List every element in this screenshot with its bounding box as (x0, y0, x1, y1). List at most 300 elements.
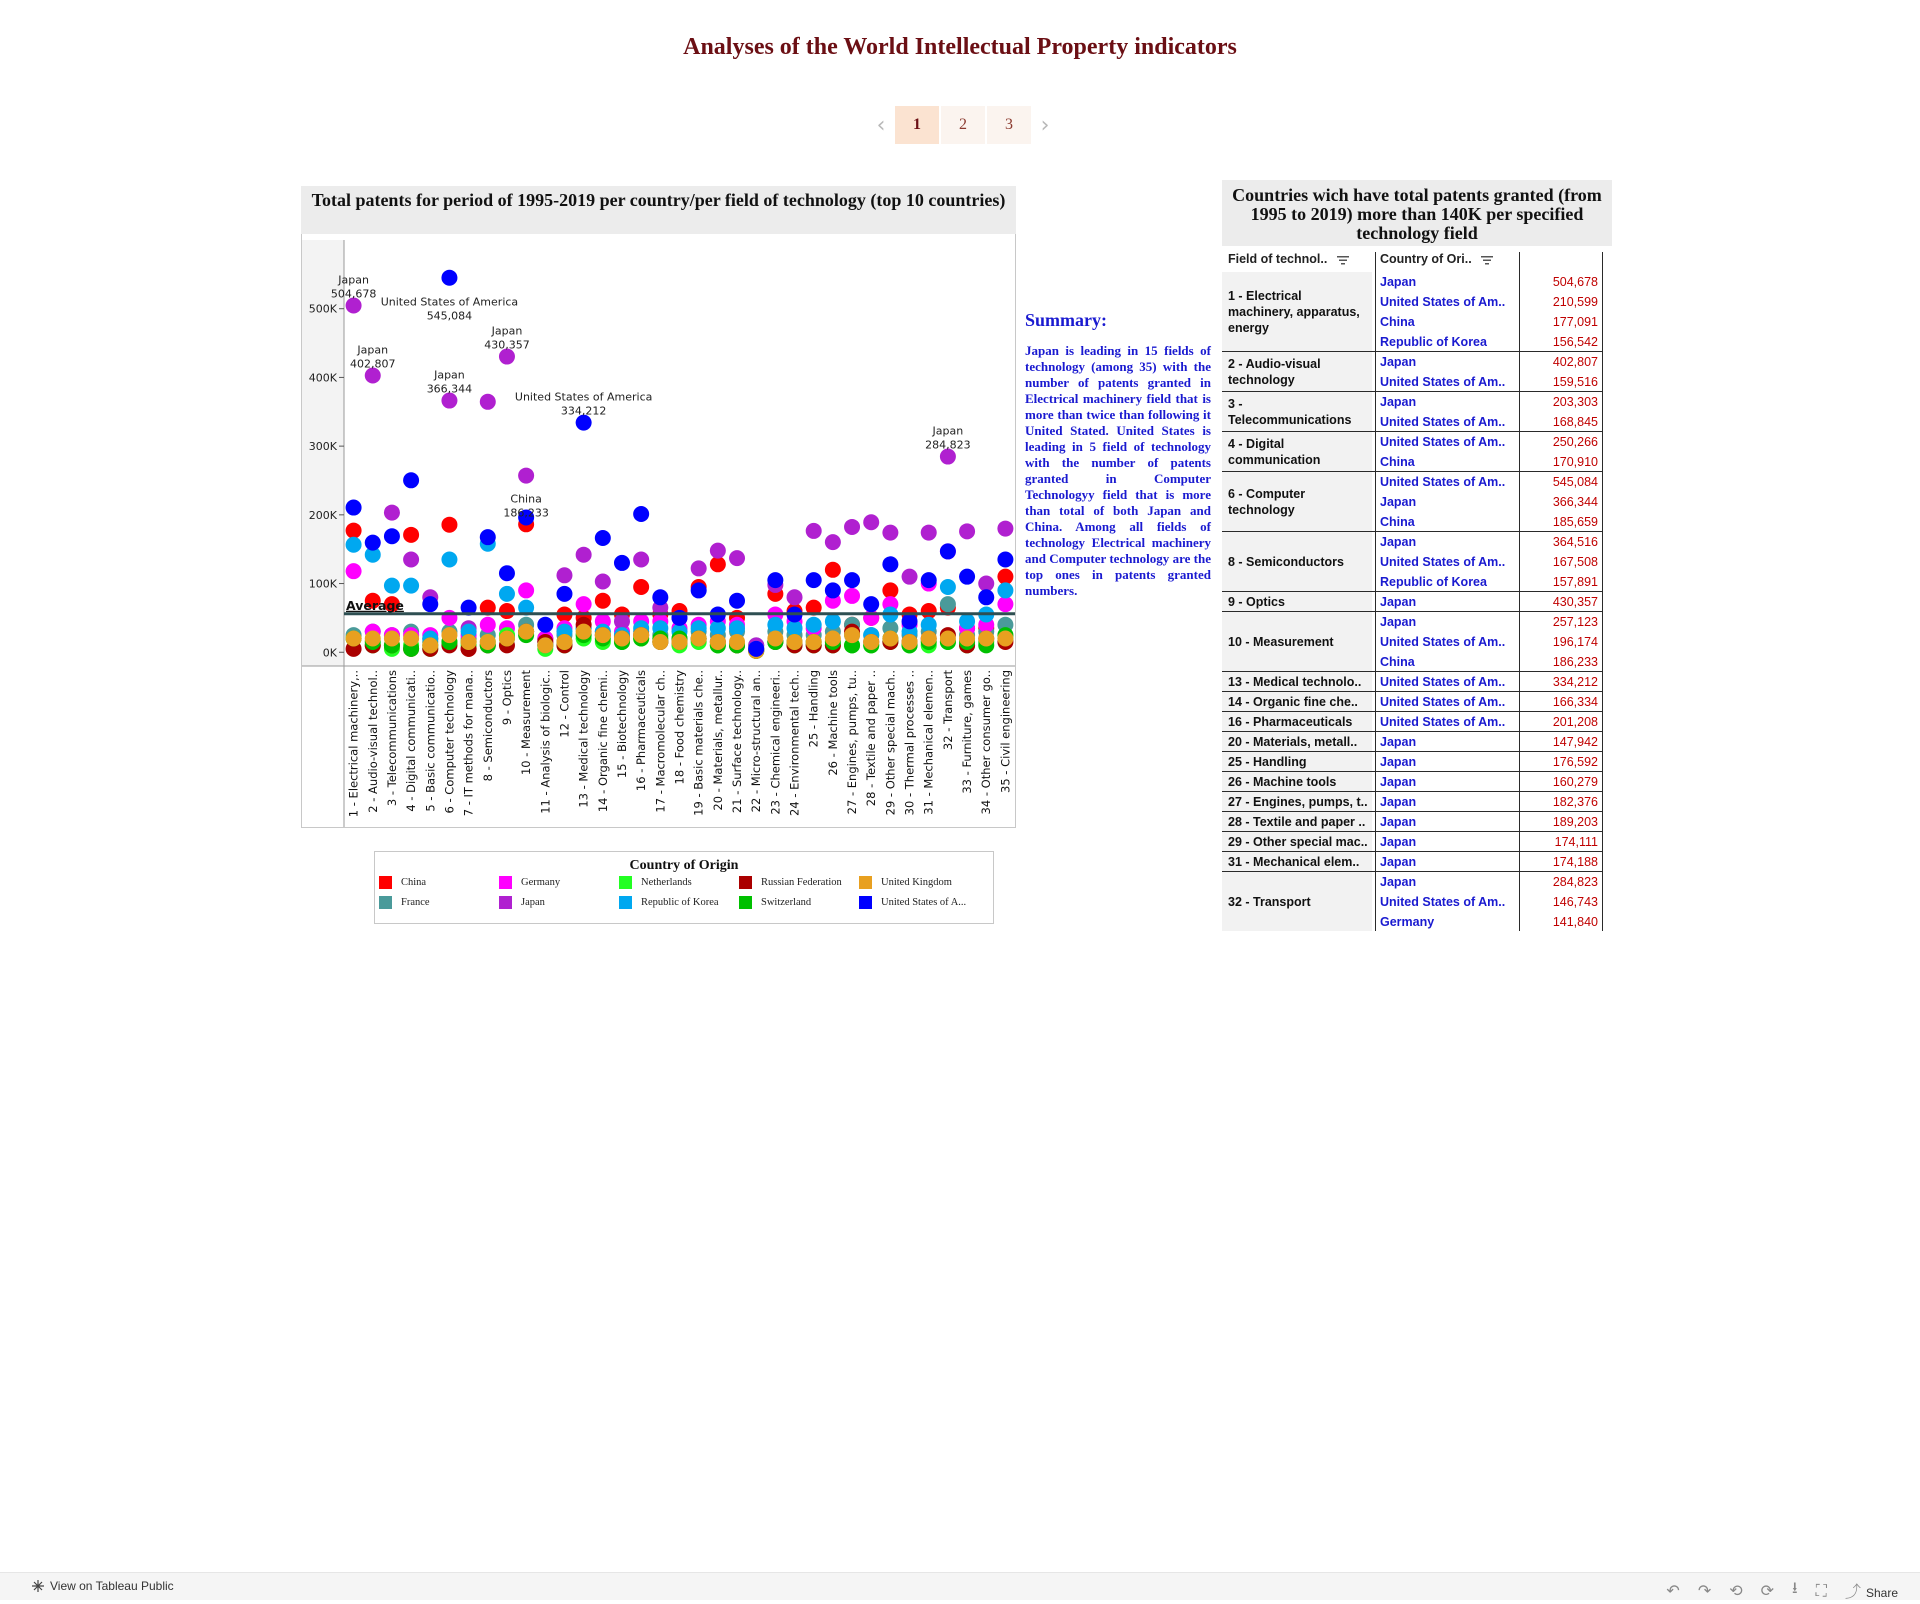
data-point[interactable] (997, 596, 1013, 612)
country-cell[interactable]: Japan (1380, 815, 1417, 829)
field-of-technology-cell[interactable]: 32 - Transport (1228, 895, 1311, 909)
field-of-technology-cell[interactable]: 20 - Materials, metall.. (1228, 735, 1358, 749)
patents-value-cell[interactable]: 334,212 (1552, 675, 1598, 689)
patents-value-cell[interactable]: 182,376 (1552, 795, 1598, 809)
data-point[interactable] (346, 537, 362, 553)
data-point[interactable] (576, 624, 592, 640)
data-point[interactable] (844, 588, 860, 604)
patents-value-cell[interactable]: 147,942 (1552, 735, 1598, 749)
annotation-country: United States of America (380, 295, 519, 309)
table-group (1222, 532, 1602, 592)
data-point[interactable] (614, 613, 630, 629)
data-point[interactable] (499, 631, 515, 647)
data-point[interactable] (959, 523, 975, 539)
country-cell[interactable]: Japan (1380, 855, 1417, 869)
data-point[interactable] (346, 631, 362, 647)
data-point[interactable] (921, 572, 937, 588)
data-point[interactable] (633, 506, 649, 522)
country-cell[interactable]: Republic of Korea (1380, 335, 1487, 349)
data-point[interactable] (997, 582, 1013, 598)
patents-value-cell[interactable]: 257,123 (1552, 615, 1598, 629)
data-point[interactable] (384, 528, 400, 544)
patents-value-cell[interactable]: 196,174 (1552, 635, 1598, 649)
field-of-technology-cell[interactable]: 29 - Other special mac.. (1228, 835, 1368, 849)
field-of-technology-cell[interactable]: 25 - Handling (1228, 755, 1307, 769)
data-point[interactable] (959, 569, 975, 585)
legend-label: Netherlands (641, 876, 692, 888)
data-point[interactable] (480, 617, 496, 633)
data-point[interactable] (518, 468, 534, 484)
data-point[interactable] (595, 627, 611, 643)
patents-value-cell[interactable]: 176,592 (1552, 755, 1598, 769)
country-cell[interactable]: United States of Am.. (1380, 715, 1506, 729)
data-point[interactable] (403, 578, 419, 594)
patents-value-cell[interactable]: 186,233 (1552, 655, 1598, 669)
data-point[interactable] (710, 556, 726, 572)
country-cell[interactable]: China (1380, 515, 1415, 529)
data-point[interactable] (997, 552, 1013, 568)
revert-icon[interactable]: ⟲ (1729, 1581, 1743, 1600)
country-cell[interactable]: Japan (1380, 535, 1417, 549)
x-tick-label: 18 - Food chemistry (672, 670, 687, 785)
chevron-left-icon[interactable]: ‹ (876, 112, 886, 138)
field-of-technology-cell[interactable]: 26 - Machine tools (1228, 775, 1337, 789)
country-cell[interactable]: Japan (1380, 355, 1417, 369)
country-cell[interactable]: Germany (1380, 915, 1435, 929)
data-point[interactable] (595, 573, 611, 589)
data-point[interactable] (729, 593, 745, 609)
field-of-technology-cell[interactable]: 9 - Optics (1228, 595, 1285, 609)
legend-item[interactable] (499, 894, 619, 910)
patents-value-cell[interactable]: 402,807 (1552, 355, 1598, 369)
data-point[interactable] (825, 582, 841, 598)
data-point[interactable] (346, 500, 362, 516)
data-point[interactable] (940, 631, 956, 647)
country-cell[interactable]: Japan (1380, 755, 1417, 769)
data-point[interactable] (633, 552, 649, 568)
data-point[interactable] (422, 637, 438, 653)
country-cell[interactable]: United States of Am.. (1380, 375, 1506, 389)
patents-value-cell[interactable]: 545,084 (1552, 475, 1598, 489)
field-of-technology-cell[interactable]: 14 - Organic fine che.. (1228, 695, 1358, 709)
legend-swatch (619, 896, 632, 909)
data-point[interactable] (403, 527, 419, 543)
legend-swatch (739, 896, 752, 909)
x-tick-label: 19 - Basic materials che.. (691, 670, 706, 816)
legend-swatch (499, 876, 512, 889)
y-tick-label: 100K (308, 577, 337, 591)
sort-descending-icon[interactable] (1337, 255, 1349, 265)
country-cell[interactable]: United States of Am.. (1380, 435, 1506, 449)
country-cell[interactable]: United States of Am.. (1380, 555, 1506, 569)
data-point[interactable] (978, 576, 994, 592)
data-point[interactable] (710, 620, 726, 636)
data-point[interactable] (403, 631, 419, 647)
country-cell[interactable]: United States of Am.. (1380, 475, 1506, 489)
data-point[interactable] (767, 572, 783, 588)
data-point[interactable] (902, 569, 918, 585)
x-tick-label: 12 - Control (557, 670, 572, 738)
x-tick-label: 24 - Environmental tech.. (787, 670, 802, 816)
data-point[interactable] (499, 586, 515, 602)
x-tick-label: 31 - Mechanical elemen.. (921, 670, 936, 815)
x-tick-label: 7 - IT methods for mana.. (461, 670, 476, 817)
table-group (1222, 752, 1602, 772)
field-of-technology-cell[interactable]: 28 - Textile and paper .. (1228, 815, 1366, 829)
data-point[interactable] (384, 578, 400, 594)
legend-swatch (379, 876, 392, 889)
data-point[interactable] (882, 631, 898, 647)
undo-icon[interactable]: ↶ (1666, 1581, 1680, 1600)
data-point[interactable] (767, 617, 783, 633)
tableau-footer (0, 1572, 1920, 1600)
country-cell[interactable]: Japan (1380, 615, 1417, 629)
data-point[interactable] (806, 572, 822, 588)
patents-value-cell[interactable]: 504,678 (1552, 275, 1598, 289)
patents-value-cell[interactable]: 156,542 (1552, 335, 1598, 349)
data-point[interactable] (480, 529, 496, 545)
data-point[interactable] (672, 634, 688, 650)
x-tick-label: 6 - Computer technology (442, 670, 457, 814)
data-point[interactable] (365, 535, 381, 551)
field-of-technology-cell[interactable]: 6 - Computer technology (1228, 487, 1306, 517)
data-point[interactable] (806, 634, 822, 650)
legend-item[interactable] (739, 894, 859, 910)
x-tick-label: 9 - Optics (499, 670, 514, 726)
field-of-technology-cell[interactable]: 10 - Measurement (1228, 635, 1334, 649)
field-of-technology-cell[interactable]: 3 - Telecommunications (1228, 397, 1352, 427)
data-point[interactable] (614, 555, 630, 571)
data-point[interactable] (748, 641, 764, 657)
legend-item[interactable] (859, 894, 979, 910)
data-point[interactable] (556, 586, 572, 602)
data-point[interactable] (346, 563, 362, 579)
download-icon[interactable]: ⭳ (1792, 1578, 1798, 1597)
x-tick-label: 34 - Other consumer go.. (979, 670, 994, 815)
data-point[interactable] (441, 552, 457, 568)
x-tick-label: 30 - Thermal processes .. (902, 670, 917, 816)
patents-value-cell[interactable]: 284,823 (1552, 875, 1598, 889)
data-point[interactable] (844, 627, 860, 643)
data-point[interactable] (997, 521, 1013, 537)
data-point[interactable] (499, 603, 515, 619)
x-tick-label: 22 - Micro-structural an.. (749, 670, 764, 813)
annotation-value: 366,344 (426, 382, 473, 396)
legend-swatch (859, 896, 872, 909)
data-point[interactable] (633, 579, 649, 595)
data-point[interactable] (441, 627, 457, 643)
legend-items (379, 874, 991, 910)
data-point[interactable] (806, 617, 822, 633)
data-point[interactable] (403, 552, 419, 568)
page-button-3[interactable]: 3 (987, 106, 1031, 144)
redo-icon[interactable]: ↷ (1697, 1581, 1712, 1600)
field-of-technology-cell[interactable]: 27 - Engines, pumps, t.. (1228, 795, 1368, 809)
country-cell[interactable]: China (1380, 315, 1415, 329)
data-point[interactable] (441, 270, 457, 286)
data-point[interactable] (346, 523, 362, 539)
x-tick-label: 33 - Furniture, games (960, 670, 975, 794)
share-button[interactable] (1845, 1579, 1898, 1602)
page-button-1[interactable]: 1 (895, 106, 939, 144)
x-tick-label: 11 - Analysis of biologic.. (538, 670, 553, 814)
y-tick-label: 400K (308, 371, 337, 385)
patents-value-cell[interactable]: 159,516 (1552, 375, 1598, 389)
data-point[interactable] (863, 634, 879, 650)
x-tick-label: 28 - Textile and paper .. (864, 670, 879, 807)
legend-swatch (859, 876, 872, 889)
data-point[interactable] (997, 631, 1013, 647)
summary-heading: Summary: (1025, 310, 1107, 330)
table-group (1222, 472, 1602, 532)
data-point[interactable] (825, 562, 841, 578)
country-cell[interactable]: Japan (1380, 875, 1417, 889)
data-point[interactable] (787, 589, 803, 605)
legend-item[interactable] (739, 874, 859, 890)
patents-value-cell[interactable]: 168,845 (1552, 415, 1598, 429)
patents-value-cell[interactable]: 364,516 (1552, 535, 1598, 549)
legend-swatch (619, 876, 632, 889)
data-point[interactable] (787, 634, 803, 650)
data-point[interactable] (518, 624, 534, 640)
country-cell[interactable]: China (1380, 655, 1415, 669)
chart-svg[interactable] (302, 234, 1015, 827)
data-point[interactable] (844, 572, 860, 588)
country-cell[interactable]: Japan (1380, 835, 1417, 849)
field-of-technology-cell[interactable]: 1 - Electrical machinery, apparatus, energy (1228, 289, 1360, 335)
data-point[interactable] (652, 634, 668, 650)
patents-value-cell[interactable]: 366,344 (1552, 495, 1598, 509)
data-point[interactable] (882, 525, 898, 541)
legend-item[interactable] (859, 874, 979, 890)
data-point[interactable] (384, 505, 400, 521)
legend-item[interactable] (379, 874, 499, 890)
table-group (1222, 872, 1602, 931)
data-point[interactable] (902, 634, 918, 650)
data-point[interactable] (940, 596, 956, 612)
data-point[interactable] (518, 582, 534, 598)
country-cell[interactable]: United States of Am.. (1380, 635, 1506, 649)
x-tick-label: 5 - Basic communicatio.. (423, 670, 438, 812)
view-on-tableau-link[interactable] (32, 1579, 174, 1593)
annotation-country: Japan (357, 343, 389, 357)
data-point[interactable] (978, 589, 994, 605)
data-point[interactable] (441, 517, 457, 533)
data-point[interactable] (959, 613, 975, 629)
country-cell[interactable]: Japan (1380, 275, 1417, 289)
data-point[interactable] (921, 631, 937, 647)
page-button-2[interactable]: 2 (941, 106, 985, 144)
patents-value-cell[interactable]: 160,279 (1552, 775, 1598, 789)
patents-value-cell[interactable]: 174,188 (1552, 855, 1598, 869)
data-point[interactable] (576, 596, 592, 612)
data-point[interactable] (787, 620, 803, 636)
data-point[interactable] (882, 556, 898, 572)
data-point[interactable] (499, 565, 515, 581)
table-group (1222, 692, 1602, 712)
table-title: Countries wich have total patents granted (from 1995 to 2019) more than 140K per specified technology field (1222, 180, 1612, 246)
data-point[interactable] (921, 603, 937, 619)
field-of-technology-cell[interactable]: 8 - Semiconductors (1228, 555, 1344, 569)
column-divider (1602, 252, 1603, 931)
data-point[interactable] (422, 596, 438, 612)
country-cell[interactable]: United States of Am.. (1380, 675, 1506, 689)
field-of-technology-cell[interactable]: 4 - Digital communication (1228, 437, 1321, 467)
patents-value-cell[interactable]: 430,357 (1552, 595, 1598, 609)
data-point[interactable] (997, 569, 1013, 585)
data-point[interactable] (710, 634, 726, 650)
patents-value-cell[interactable]: 177,091 (1552, 315, 1598, 329)
column-header-country[interactable] (1380, 252, 1530, 272)
table-group (1222, 812, 1602, 832)
table-group (1222, 712, 1602, 732)
legend-item[interactable] (619, 894, 739, 910)
data-point[interactable] (691, 560, 707, 576)
data-point[interactable] (844, 519, 860, 535)
patents-value-cell[interactable]: 166,334 (1552, 695, 1598, 709)
country-cell[interactable]: Japan (1380, 775, 1417, 789)
field-of-technology-cell[interactable]: 13 - Medical technolo.. (1228, 675, 1362, 689)
data-point[interactable] (882, 582, 898, 598)
fullscreen-icon[interactable]: ⛶ (1815, 1580, 1827, 1600)
country-cell[interactable]: United States of Am.. (1380, 415, 1506, 429)
data-point[interactable] (556, 634, 572, 650)
field-of-technology-cell[interactable]: 16 - Pharmaceuticals (1228, 715, 1353, 729)
legend-label: Japan (521, 896, 545, 908)
legend-swatch (739, 876, 752, 889)
annotation-value: 430,357 (484, 338, 530, 352)
legend-label: Switzerland (761, 896, 812, 908)
data-point[interactable] (940, 579, 956, 595)
patents-value-cell[interactable]: 189,203 (1552, 815, 1598, 829)
data-point[interactable] (480, 634, 496, 650)
data-point[interactable] (537, 637, 553, 653)
data-point[interactable] (403, 472, 419, 488)
patents-value-cell[interactable]: 167,508 (1552, 555, 1598, 569)
tableau-logo-icon (32, 1580, 44, 1592)
x-tick-label: 21 - Surface technology.. (730, 670, 745, 814)
annotation-value: 504,678 (330, 287, 377, 301)
country-cell[interactable]: Japan (1380, 395, 1417, 409)
data-point[interactable] (863, 596, 879, 612)
x-tick-label: 16 - Pharmaceuticals (634, 670, 649, 792)
field-of-technology-cell[interactable]: 31 - Mechanical elem.. (1228, 855, 1360, 869)
refresh-icon[interactable]: ⟳ (1760, 1581, 1775, 1600)
data-point[interactable] (729, 634, 745, 650)
annotation-country: Japan (338, 273, 369, 287)
x-tick-label: 29 - Other special mach.. (883, 670, 898, 816)
data-point[interactable] (767, 631, 783, 647)
country-cell[interactable]: China (1380, 455, 1415, 469)
country-cell[interactable]: Japan (1380, 495, 1417, 509)
patents-value-cell[interactable]: 203,303 (1552, 395, 1598, 409)
sort-descending-icon[interactable] (1481, 255, 1493, 265)
data-point[interactable] (959, 631, 975, 647)
data-point[interactable] (480, 394, 496, 410)
country-cell[interactable]: Japan (1380, 735, 1417, 749)
patents-value-cell[interactable]: 141,840 (1552, 915, 1598, 929)
country-cell[interactable]: Japan (1380, 595, 1417, 609)
data-point[interactable] (556, 567, 572, 583)
x-tick-label: 17 - Macromolecular ch.. (653, 670, 668, 813)
data-point[interactable] (384, 631, 400, 647)
column-header-field[interactable] (1228, 252, 1378, 272)
average-label: Average (346, 597, 404, 613)
data-point[interactable] (940, 543, 956, 559)
legend-item[interactable] (619, 874, 739, 890)
patents-value-cell[interactable]: 146,743 (1552, 895, 1598, 909)
table-group (1222, 672, 1602, 692)
patents-value-cell[interactable]: 201,208 (1552, 715, 1598, 729)
country-cell[interactable]: United States of Am.. (1380, 295, 1506, 309)
chevron-right-icon[interactable]: › (1040, 112, 1050, 138)
data-point[interactable] (825, 534, 841, 550)
data-point[interactable] (595, 530, 611, 546)
data-point[interactable] (978, 631, 994, 647)
data-point[interactable] (614, 631, 630, 647)
data-point[interactable] (729, 620, 745, 636)
x-tick-label: 13 - Medical technology (576, 670, 591, 808)
legend-item[interactable] (499, 874, 619, 890)
data-point[interactable] (633, 627, 649, 643)
x-tick-label: 32 - Transport (940, 670, 955, 751)
scatter-chart[interactable] (302, 234, 1015, 827)
data-point[interactable] (652, 589, 668, 605)
country-cell[interactable]: Republic of Korea (1380, 575, 1487, 589)
country-cell[interactable]: Japan (1380, 795, 1417, 809)
data-point[interactable] (691, 582, 707, 598)
patents-value-cell[interactable]: 174,111 (1554, 835, 1598, 849)
view-on-tableau-label: View on Tableau Public (50, 1579, 174, 1593)
data-point[interactable] (537, 617, 553, 633)
data-point[interactable] (863, 514, 879, 530)
summary-text: Japan is leading in 15 fields of technology (among 35) with the number of patents granted in Electrical machinery field that is more than twice than following it United Stated. United States is leading in 5 field of technology with the number of patents granted in Computer Technologyy field that is more than total of both Japan and China. Among all fields of technology Electrical machinery and Computer technology are the top ones in patents granted numbers. (1025, 343, 1211, 598)
data-point[interactable] (825, 631, 841, 647)
summary-panel (1025, 310, 1211, 599)
patents-value-cell[interactable]: 210,599 (1552, 295, 1598, 309)
table-group (1222, 832, 1602, 852)
data-point[interactable] (902, 613, 918, 629)
chart-title: Total patents for period of 1995-2019 per country/per field of technology (top 10 countries) (301, 186, 1016, 234)
data-point[interactable] (806, 523, 822, 539)
patents-value-cell[interactable]: 170,910 (1552, 455, 1598, 469)
patents-value-cell[interactable]: 250,266 (1552, 435, 1598, 449)
legend-item[interactable] (379, 894, 499, 910)
data-point[interactable] (461, 634, 477, 650)
patents-value-cell[interactable]: 157,891 (1552, 575, 1598, 589)
annotation-country: United States of America (514, 390, 653, 404)
page-title: Analyses of the World Intellectual Property indicators (683, 34, 1237, 60)
x-tick-label: 27 - Engines, pumps, tu.. (845, 670, 860, 815)
data-point[interactable] (365, 631, 381, 647)
annotation-country: Japan (434, 368, 465, 382)
field-of-technology-cell[interactable]: 2 - Audio-visual technology (1228, 357, 1321, 387)
country-cell[interactable]: United States of Am.. (1380, 895, 1506, 909)
data-point[interactable] (576, 547, 592, 563)
country-cell[interactable]: United States of Am.. (1380, 695, 1506, 709)
table-group (1222, 272, 1602, 352)
data-point[interactable] (710, 543, 726, 559)
annotation-value: 334,212 (560, 404, 607, 418)
data-point[interactable] (691, 631, 707, 647)
data-point[interactable] (921, 525, 937, 541)
data-point[interactable] (595, 593, 611, 609)
patents-value-cell[interactable]: 185,659 (1552, 515, 1598, 529)
data-point[interactable] (825, 613, 841, 629)
data-point[interactable] (729, 550, 745, 566)
data-point[interactable] (921, 617, 937, 633)
legend-label: Germany (521, 876, 561, 888)
